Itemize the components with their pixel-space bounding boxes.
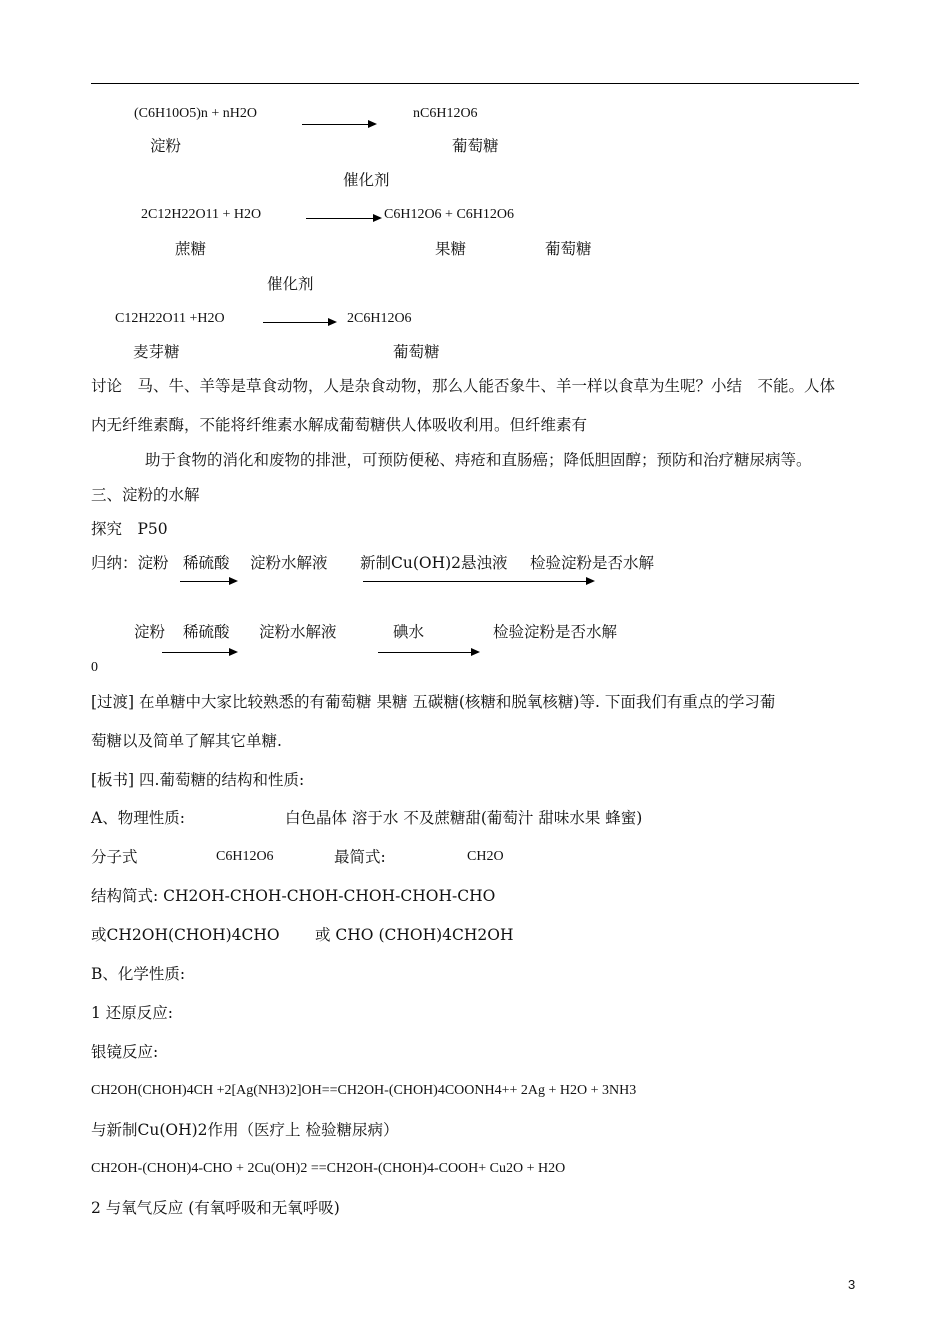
- reaction1-right: nC6H12O6: [413, 106, 478, 121]
- header-rule: [91, 83, 859, 84]
- summary-result: 检验淀粉是否水解: [530, 554, 655, 572]
- page-number: 3: [848, 1277, 856, 1292]
- summary2-arrow-2: [378, 652, 478, 653]
- structural-alt-a: 或CH2OH(CHOH)4CHO: [91, 926, 280, 944]
- reduction-title: 1 还原反应:: [91, 1004, 174, 1022]
- reaction1-arrow: [302, 124, 375, 125]
- transition-line-1: [过渡] 在单糖中大家比较熟悉的有葡萄糖 果糖 五碳糖(核糖和脱氧核糖)等. 下面我们有重点的学习葡: [91, 693, 776, 711]
- summary-arrow-1: [180, 581, 236, 582]
- reaction3-label-glucose: 葡萄糖: [393, 343, 440, 361]
- board-title: [板书] 四.葡萄糖的结构和性质:: [91, 771, 305, 789]
- discussion-line-3: 助于食物的消化和废物的排泄，可预防便秘、痔疮和直肠癌；降低胆固醇；预防和治疗糖尿病等。: [145, 451, 812, 469]
- summary-prefix: 归纳：淀粉: [91, 554, 169, 572]
- transition-line-2: 萄糖以及简单了解其它单糖.: [91, 732, 282, 750]
- explore-ref: 探究 P50: [91, 520, 168, 538]
- summary2-start: 淀粉: [134, 623, 166, 641]
- reaction3-right: 2C6H12O6: [347, 311, 412, 326]
- reaction2-label-sucrose: 蔗糖: [175, 240, 207, 258]
- reaction3-arrow: [263, 322, 335, 323]
- structural-alt-b: 或 CHO (CHOH)4CH2OH: [315, 926, 514, 944]
- structural-formula: 结构简式: CH2OH-CHOH-CHOH-CHOH-CHOH-CHO: [91, 887, 496, 905]
- discussion-line-2: 内无纤维素酶，不能将纤维素水解成葡萄糖供人体吸收利用。但纤维素有: [91, 416, 588, 434]
- summary-acid: 稀硫酸: [183, 554, 230, 572]
- summary-reagent: 新制Cu(OH)2悬浊液: [360, 554, 508, 572]
- catalyst-label-2: 催化剂: [267, 275, 314, 293]
- reaction2-label-fructose: 果糖: [435, 240, 467, 258]
- reaction2-label-glucose: 葡萄糖: [545, 240, 592, 258]
- summary2-result: 检验淀粉是否水解: [493, 623, 618, 641]
- empirical-formula-value: CH2O: [467, 849, 504, 864]
- summary2-hydrolysate: 淀粉水解液: [259, 623, 337, 641]
- reaction1-left: (C6H10O5)n + nH2O: [134, 106, 257, 121]
- reaction2-arrow: [306, 218, 380, 219]
- cuoh-equation: CH2OH-(CHOH)4-CHO + 2Cu(OH)2 ==CH2OH-(CHOH)4-COOH+ Cu2O + H2O: [91, 1161, 566, 1176]
- reaction2-right: C6H12O6 + C6H12O6: [384, 207, 515, 222]
- silver-mirror-equation: CH2OH(CHOH)4CH +2[Ag(NH3)2]OH==CH2OH-(CHOH)4COONH4++ 2Ag + H2O + 3NH3: [91, 1083, 637, 1098]
- cuoh-title: 与新制Cu(OH)2作用（医疗上 检验糖尿病）: [91, 1121, 399, 1139]
- catalyst-label-1: 催化剂: [343, 171, 390, 189]
- chemical-properties-title: B、化学性质:: [91, 965, 186, 983]
- reaction1-label-starch: 淀粉: [150, 137, 182, 155]
- summary-hydrolysate: 淀粉水解液: [250, 554, 328, 572]
- empirical-formula-label: 最简式:: [334, 848, 386, 866]
- summary2-arrow-1: [162, 652, 236, 653]
- summary-arrow-2: [363, 581, 593, 582]
- section3-title: 三、淀粉的水解: [91, 486, 200, 504]
- silver-mirror-title: 银镜反应:: [91, 1043, 159, 1061]
- oxygen-reaction-title: 2 与氧气反应 (有氧呼吸和无氧呼吸): [91, 1199, 340, 1217]
- zero-marker: 0: [91, 660, 98, 675]
- molecular-formula-label: 分子式: [91, 848, 138, 866]
- reaction1-label-glucose: 葡萄糖: [452, 137, 499, 155]
- summary2-reagent: 碘水: [393, 623, 425, 641]
- reaction3-left: C12H22O11 +H2O: [115, 311, 225, 326]
- summary2-acid: 稀硫酸: [183, 623, 230, 641]
- physical-label: A、物理性质:: [91, 809, 185, 827]
- reaction2-left: 2C12H22O11 + H2O: [141, 207, 262, 222]
- molecular-formula-value: C6H12O6: [216, 849, 274, 864]
- physical-value: 白色晶体 溶于水 不及蔗糖甜(葡萄汁 甜味水果 蜂蜜): [285, 809, 643, 827]
- reaction3-label-maltose: 麦芽糖: [133, 343, 180, 361]
- discussion-line-1: 讨论 马、牛、羊等是草食动物，人是杂食动物，那么人能否象牛、羊一样以食草为生呢？小结 不能。人体: [91, 377, 836, 395]
